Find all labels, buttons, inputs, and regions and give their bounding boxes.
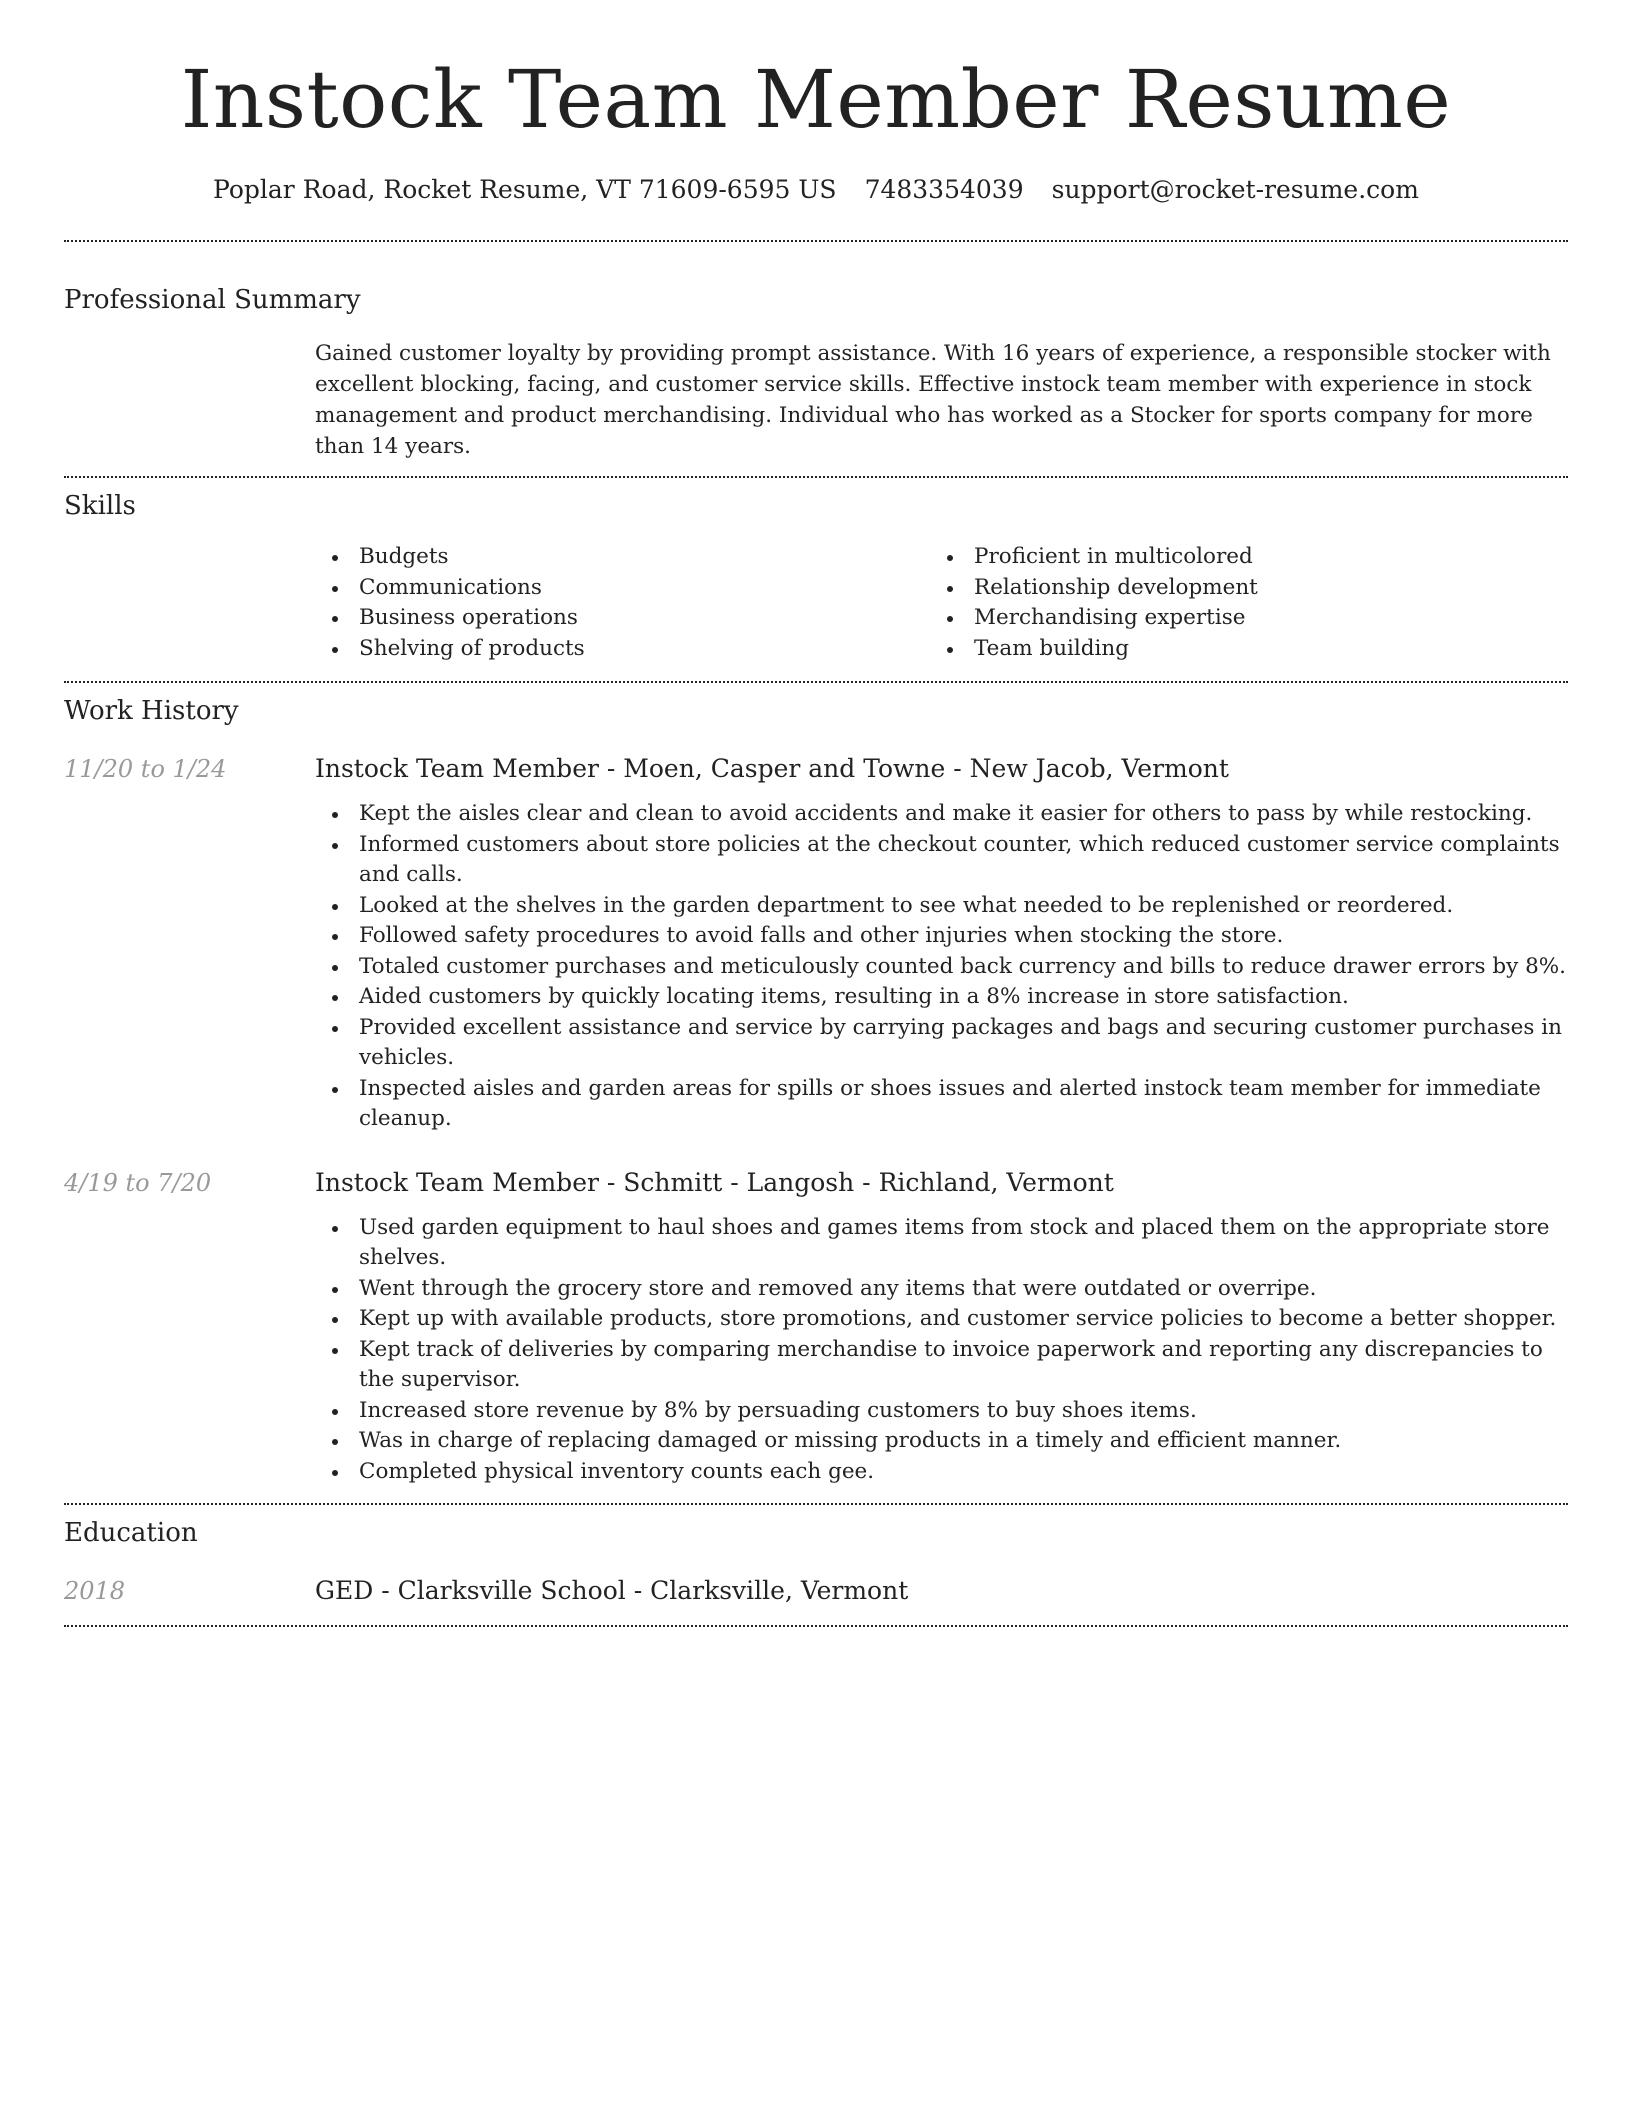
summary-text: Gained customer loyalty by providing prompt assistance. With 16 years of experience, a responsible stocker with excellent blocking, facing, and customer service skills. Effective instock team member with experience in stock management and product merchandising. Individual who has worked as a Stocker for sports company for more than 14 years. — [315, 341, 1551, 459]
contact-line — [64, 172, 1568, 208]
resume-title: Instock Team Member Resume — [180, 53, 1452, 146]
job-bullet: Kept up with available products, store promotions, and customer service policies to become a better shopper. — [315, 1304, 1568, 1335]
skill-item: Merchandising expertise — [930, 603, 1545, 634]
job-bullets — [315, 1213, 1568, 1488]
skills-section — [64, 488, 1568, 664]
skill-item: Budgets — [315, 542, 930, 573]
job-bullet: Went through the grocery store and removed any items that were outdated or overripe. — [315, 1274, 1568, 1305]
resume-header — [64, 50, 1568, 208]
job-date: 11/20 to 1/24 — [64, 755, 227, 783]
resume-page — [64, 0, 1568, 1627]
job-bullet: Totaled customer purchases and meticulously counted back currency and bills to reduce drawer errors by 8%. — [315, 952, 1568, 983]
contact-email: support@rocket-resume.com — [1051, 175, 1419, 204]
contact-phone: 7483354039 — [864, 175, 1024, 204]
section-title-work: Work History — [64, 696, 239, 726]
job-bullet: Informed customers about store policies at the checkout counter, which reduced customer service complaints and calls. — [315, 830, 1568, 891]
job-title: Instock Team Member - Moen, Casper and Towne - New Jacob, Vermont — [315, 754, 1229, 783]
education-date: 2018 — [64, 1577, 126, 1605]
job-title: Instock Team Member - Schmitt - Langosh - Richland, Vermont — [315, 1167, 1114, 1197]
contact-address: Poplar Road, Rocket Resume, VT 71609-6595 US — [213, 175, 837, 204]
job-bullet: Followed safety procedures to avoid falls and other injuries when stocking the store. — [315, 921, 1568, 952]
divider — [64, 476, 1568, 478]
job-bullet: Increased store revenue by 8% by persuading customers to buy shoes items. — [315, 1396, 1568, 1427]
job-bullet: Completed physical inventory counts each gee. — [315, 1457, 1568, 1488]
work-history-section — [64, 693, 1568, 1487]
job-entry — [64, 751, 1568, 1135]
section-title-summary: Professional Summary — [64, 285, 361, 315]
education-section — [64, 1515, 1568, 1609]
divider — [64, 1503, 1568, 1505]
job-bullet: Provided excellent assistance and service by carrying packages and bags and securing customer purchases in vehicles. — [315, 1013, 1568, 1074]
job-bullet: Kept track of deliveries by comparing merchandise to invoice paperwork and reporting any discrepancies to the supervisor. — [315, 1335, 1568, 1396]
education-entry-title: GED - Clarksville School - Clarksville, Vermont — [315, 1576, 909, 1605]
job-bullet: Looked at the shelves in the garden department to see what needed to be replenished or reordered. — [315, 891, 1568, 922]
skill-item: Team building — [930, 634, 1545, 665]
skill-item: Business operations — [315, 603, 930, 634]
skill-item: Proficient in multicolored — [930, 542, 1545, 573]
job-bullet: Inspected aisles and garden areas for spills or shoes issues and alerted instock team member for immediate cleanup. — [315, 1074, 1568, 1135]
skill-item: Shelving of products — [315, 634, 930, 665]
skills-column-2 — [930, 542, 1545, 664]
section-title-skills: Skills — [64, 491, 136, 521]
skill-item: Relationship development — [930, 573, 1545, 604]
job-entry — [64, 1165, 1568, 1488]
job-bullet: Used garden equipment to haul shoes and games items from stock and placed them on the appropriate store shelves. — [315, 1213, 1568, 1274]
job-date: 4/19 to 7/20 — [64, 1168, 212, 1197]
divider — [64, 1625, 1568, 1627]
education-entry — [64, 1573, 1568, 1609]
summary-section — [64, 282, 1568, 462]
job-bullet: Aided customers by quickly locating items, resulting in a 8% increase in store satisfaction. — [315, 982, 1568, 1013]
job-bullet: Kept the aisles clear and clean to avoid accidents and make it easier for others to pass by while restocking. — [315, 799, 1568, 830]
job-bullets — [315, 799, 1568, 1135]
skills-column-1 — [315, 542, 930, 664]
divider — [64, 681, 1568, 683]
job-bullet: Was in charge of replacing damaged or missing products in a timely and efficient manner. — [315, 1426, 1568, 1457]
section-title-education: Education — [64, 1518, 198, 1548]
skill-item: Communications — [315, 573, 930, 604]
divider — [64, 240, 1568, 242]
